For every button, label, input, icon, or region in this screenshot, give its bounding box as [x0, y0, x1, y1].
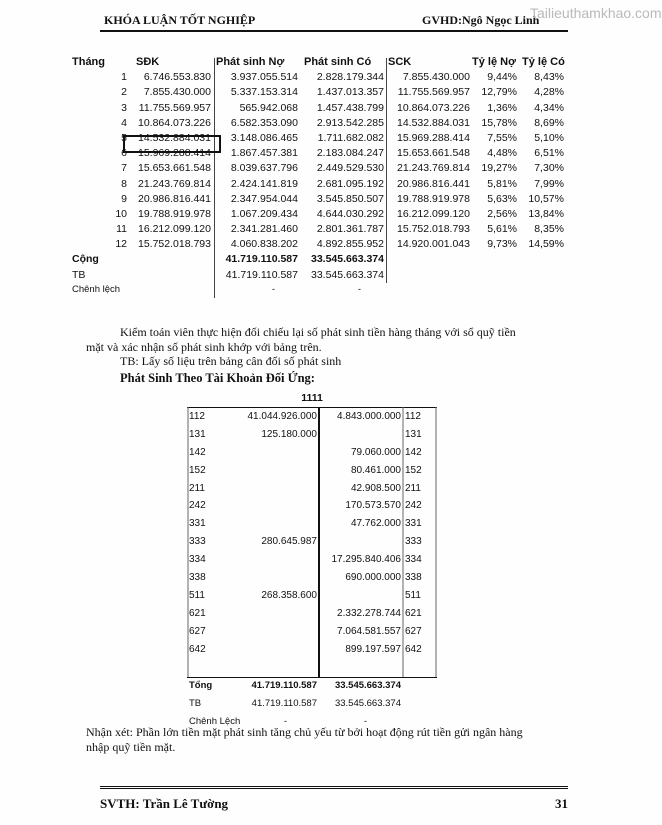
credit-amount: 79.060.000 — [350, 446, 401, 458]
total-label: Cộng — [72, 253, 99, 266]
debit-cell: 8.039.637.796 — [230, 162, 298, 175]
credit-amount: 170.573.570 — [345, 500, 401, 512]
opening-cell: 16.212.099.120 — [138, 223, 211, 236]
credit-amount: 17.295.840.406 — [331, 554, 401, 566]
paragraph-verification — [86, 324, 556, 340]
debit-ratio-cell: 2,56% — [487, 207, 517, 220]
credit-amount: 2.332.278.744 — [337, 607, 401, 619]
t-diff-credit: - — [363, 715, 367, 727]
credit-amount: 47.762.000 — [350, 518, 401, 530]
t-account-row — [187, 606, 437, 624]
tb-row — [70, 268, 566, 283]
col-header-credit: Phát sinh Có — [304, 56, 372, 68]
t-total-credit: 33.545.663.374 — [334, 680, 401, 691]
debit-account: 621 — [189, 607, 206, 619]
month-cell: 6 — [121, 147, 127, 160]
credit-amount: 899.197.597 — [345, 643, 401, 655]
debit-account: 131 — [189, 428, 206, 440]
t-account-row — [187, 624, 437, 642]
col-header-debit-ratio: Tỷ lệ Nợ — [472, 56, 516, 68]
total-debit: 41.719.110.587 — [225, 253, 298, 266]
t-account-row — [187, 427, 437, 445]
debit-cell: 2.424.141.819 — [230, 177, 298, 190]
month-cell: 10 — [115, 207, 127, 220]
table-row — [70, 70, 566, 85]
debit-account: 338 — [189, 572, 206, 584]
t-total-debit: 41.719.110.587 — [251, 680, 317, 691]
t-account-row — [187, 570, 437, 588]
tb-credit: 33.545.663.374 — [311, 268, 384, 281]
tb-debit: 41.719.110.587 — [225, 268, 298, 281]
debit-account: 112 — [189, 411, 205, 422]
col-header-month: Tháng — [72, 56, 105, 68]
debit-account: 211 — [189, 482, 205, 494]
column-divider — [214, 58, 215, 298]
opening-cell: 15.653.661.548 — [138, 162, 211, 175]
thesis-title: KHÓA LUẬN TỐT NGHIỆP — [104, 13, 256, 27]
closing-cell: 16.212.099.120 — [397, 207, 470, 220]
table-row — [70, 207, 566, 222]
debit-cell: 4.060.838.202 — [230, 238, 298, 251]
debit-account: 511 — [189, 589, 205, 601]
month-cell: 4 — [121, 116, 127, 129]
closing-cell: 7.855.430.000 — [402, 71, 470, 84]
debit-cell: 1.067.209.434 — [230, 207, 298, 220]
highlight-box — [123, 135, 221, 153]
comment-line: Nhận xét: Phần lớn tiền mặt phát sinh tăng chủ yếu từ bởi hoạt động rút tiền gửi ngân hàng — [86, 725, 523, 739]
debit-amount: 268.358.600 — [261, 589, 317, 601]
credit-account: 333 — [405, 536, 422, 548]
credit-cell: 1.437.013.357 — [316, 86, 384, 99]
debit-cell: 3.937.055.514 — [230, 71, 298, 84]
total-row — [70, 252, 566, 267]
credit-ratio-cell: 8,43% — [534, 71, 564, 84]
debit-cell: 565.942.068 — [239, 101, 298, 114]
credit-ratio-cell: 7,99% — [534, 177, 564, 190]
month-cell: 12 — [115, 238, 127, 251]
credit-ratio-cell: 4,34% — [534, 101, 564, 114]
credit-cell: 2.828.179.344 — [316, 71, 384, 84]
col-header-debit: Phát sinh Nợ — [216, 56, 285, 68]
credit-ratio-cell: 14,59% — [528, 238, 564, 251]
closing-cell: 19.788.919.978 — [397, 192, 470, 205]
credit-cell: 1.457.438.799 — [316, 101, 384, 114]
month-cell: 5 — [121, 131, 127, 144]
debit-ratio-cell: 5,81% — [487, 177, 517, 190]
month-cell: 2 — [121, 86, 127, 99]
credit-account: 242 — [405, 500, 422, 512]
opening-cell: 15.752.018.793 — [138, 238, 211, 251]
t-account-title: 1111 — [187, 392, 437, 408]
comment-paragraph-cont — [86, 739, 556, 755]
debit-account: 627 — [189, 625, 206, 637]
table-body — [70, 70, 566, 252]
table-row — [70, 116, 566, 131]
page-number: 31 — [555, 796, 568, 811]
closing-cell: 20.986.816.441 — [397, 177, 470, 190]
credit-account: 511 — [405, 589, 421, 601]
t-account-row — [187, 552, 437, 570]
debit-cell: 1.867.457.381 — [230, 147, 298, 160]
debit-account: 333 — [189, 536, 206, 548]
paragraph-tb-note — [120, 353, 590, 369]
credit-amount: 4.843.000.000 — [337, 411, 401, 422]
month-cell: 11 — [116, 223, 127, 236]
t-total-label: Tổng — [189, 680, 213, 691]
debit-cell: 2.341.281.460 — [230, 223, 298, 236]
credit-amount: 80.461.000 — [350, 464, 401, 476]
credit-ratio-cell: 8,69% — [534, 116, 564, 129]
column-divider — [386, 58, 387, 283]
credit-ratio-cell: 13,84% — [528, 207, 564, 220]
debit-amount: 125.180.000 — [261, 428, 317, 440]
table-row — [70, 161, 566, 176]
debit-ratio-cell: 9,44% — [487, 71, 517, 84]
t-tb-row — [187, 696, 437, 714]
debit-ratio-cell: 12,79% — [481, 86, 517, 99]
paragraph-line: mặt và xác nhận số phát sinh khớp với bảng trên. — [86, 340, 322, 354]
debit-ratio-cell: 9,73% — [487, 238, 517, 251]
opening-cell: 20.986.816.441 — [138, 192, 211, 205]
comment-line: nhập quỹ tiền mặt. — [86, 740, 176, 754]
debit-cell: 2.347.954.044 — [230, 192, 298, 205]
credit-cell: 2.681.095.192 — [316, 177, 384, 190]
paragraph-line: TB: Lấy số liệu trên bảng cân đối số phát sinh — [120, 354, 342, 368]
t-account-row — [187, 588, 437, 606]
credit-account: 621 — [405, 607, 422, 619]
opening-cell: 14.532.884.031 — [138, 131, 211, 144]
credit-ratio-cell: 7,30% — [534, 162, 564, 175]
t-account-row — [187, 516, 437, 534]
paragraph-line: Kiểm toán viên thực hiện đối chiếu lại số phát sinh tiền hàng tháng với sổ quỹ tiền — [120, 325, 516, 339]
table-row — [70, 192, 566, 207]
t-account-row — [187, 409, 437, 427]
debit-ratio-cell: 4,48% — [487, 147, 517, 160]
credit-account: 627 — [405, 625, 422, 637]
opening-cell: 15.969.288.414 — [138, 147, 211, 160]
credit-account: 338 — [405, 572, 422, 584]
t-diff-label: Chênh Lệch — [189, 715, 241, 727]
closing-cell: 10.864.073.226 — [397, 101, 470, 114]
credit-account: 142 — [405, 446, 422, 458]
debit-cell: 5.337.153.314 — [230, 86, 298, 99]
student-name: SVTH: Trần Lê Tường — [100, 796, 229, 811]
diff-debit: - — [271, 283, 275, 295]
debit-account: 152 — [189, 464, 206, 476]
credit-account: 331 — [405, 518, 422, 530]
credit-account: 152 — [405, 464, 422, 476]
closing-cell: 14.920.001.043 — [397, 238, 470, 251]
col-header-credit-ratio: Tỷ lệ Có — [522, 56, 565, 68]
table-row — [70, 177, 566, 192]
diff-credit: - — [357, 283, 361, 295]
debit-account: 242 — [189, 500, 206, 512]
credit-cell: 2.183.084.247 — [316, 147, 384, 160]
credit-ratio-cell: 4,28% — [534, 86, 564, 99]
t-tb-debit: 41.719.110.587 — [251, 697, 317, 709]
diff-row — [70, 283, 566, 298]
debit-ratio-cell: 5,63% — [487, 192, 517, 205]
month-cell: 7 — [121, 162, 127, 175]
t-account-row — [187, 463, 437, 481]
month-cell: 8 — [121, 177, 127, 190]
col-header-opening: SĐK — [136, 56, 160, 68]
credit-amount: 7.064.581.557 — [337, 625, 401, 637]
debit-ratio-cell: 5,61% — [487, 223, 517, 236]
table-row — [70, 222, 566, 237]
advisor-name: GVHD:Ngô Ngọc Linh — [422, 13, 540, 27]
debit-amount: 41.044.926.000 — [247, 411, 317, 422]
credit-cell: 4.644.030.292 — [316, 207, 384, 220]
credit-ratio-cell: 6,51% — [534, 147, 564, 160]
closing-cell: 14.532.884.031 — [397, 116, 470, 129]
t-total-row — [187, 678, 437, 696]
month-cell: 9 — [121, 192, 127, 205]
credit-cell: 4.892.855.952 — [316, 238, 384, 251]
debit-account: 142 — [189, 446, 206, 458]
closing-cell: 15.969.288.414 — [397, 131, 470, 144]
closing-cell: 15.752.018.793 — [397, 223, 470, 236]
col-header-closing: SCK — [388, 56, 412, 68]
debit-ratio-cell: 7,55% — [487, 131, 517, 144]
opening-cell: 7.855.430.000 — [143, 86, 211, 99]
section-title: Phát Sinh Theo Tài Khoản Đối Ứng: — [120, 371, 315, 385]
credit-cell: 2.913.542.285 — [316, 116, 384, 129]
month-cell: 3 — [121, 101, 127, 114]
credit-cell: 2.801.361.787 — [316, 223, 384, 236]
closing-cell: 15.653.661.548 — [397, 147, 470, 160]
closing-cell: 11.755.569.957 — [397, 86, 470, 99]
debit-amount: 280.645.987 — [261, 536, 317, 548]
t-tb-label: TB — [189, 697, 202, 709]
comment-paragraph — [86, 724, 556, 740]
credit-ratio-cell: 8,35% — [534, 223, 564, 236]
total-credit: 33.545.663.374 — [311, 253, 384, 266]
credit-amount: 42.908.500 — [350, 482, 401, 494]
diff-label: Chênh lệch — [72, 283, 121, 295]
t-account-row — [187, 534, 437, 552]
page-footer — [100, 786, 568, 811]
credit-cell: 2.449.529.530 — [316, 162, 384, 175]
debit-account: 331 — [189, 518, 206, 530]
debit-account: 334 — [189, 554, 206, 566]
t-account-row — [187, 498, 437, 516]
debit-account: 642 — [189, 643, 206, 655]
credit-amount: 690.000.000 — [345, 572, 401, 584]
table-header-row — [70, 55, 566, 70]
credit-account: 642 — [405, 643, 422, 655]
credit-account: 112 — [405, 411, 421, 422]
t-account-rows — [187, 409, 437, 659]
table-row — [70, 101, 566, 116]
credit-cell: 3.545.850.507 — [316, 192, 384, 205]
tb-label: TB — [72, 268, 86, 281]
debit-cell: 3.148.086.465 — [230, 131, 298, 144]
page-header — [100, 5, 662, 32]
credit-account: 131 — [405, 428, 422, 440]
watermark: Tailieuthamkhao.com — [530, 5, 662, 21]
t-account-row — [187, 642, 437, 660]
debit-ratio-cell: 15,78% — [481, 116, 517, 129]
debit-cell: 6.582.353.090 — [230, 116, 298, 129]
t-tb-credit: 33.545.663.374 — [334, 697, 401, 709]
credit-account: 334 — [405, 554, 422, 566]
credit-ratio-cell: 5,10% — [534, 131, 564, 144]
t-account-row — [187, 481, 437, 499]
opening-cell: 19.788.919.978 — [138, 207, 211, 220]
t-account-row — [187, 445, 437, 463]
opening-cell: 11.755.569.957 — [138, 101, 211, 114]
monthly-table — [70, 55, 566, 298]
opening-cell: 10.864.073.226 — [138, 116, 211, 129]
t-diff-debit: - — [283, 715, 287, 727]
debit-ratio-cell: 1,36% — [487, 101, 517, 114]
closing-cell: 21.243.769.814 — [397, 162, 470, 175]
month-cell: 1 — [121, 71, 127, 84]
opening-cell: 6.746.553.830 — [143, 71, 211, 84]
opening-cell: 21.243.769.814 — [138, 177, 211, 190]
debit-ratio-cell: 19,27% — [481, 162, 517, 175]
table-row — [70, 237, 566, 252]
credit-ratio-cell: 10,57% — [528, 192, 564, 205]
table-row — [70, 85, 566, 100]
credit-account: 211 — [405, 482, 421, 494]
credit-cell: 1.711.682.082 — [317, 131, 384, 144]
